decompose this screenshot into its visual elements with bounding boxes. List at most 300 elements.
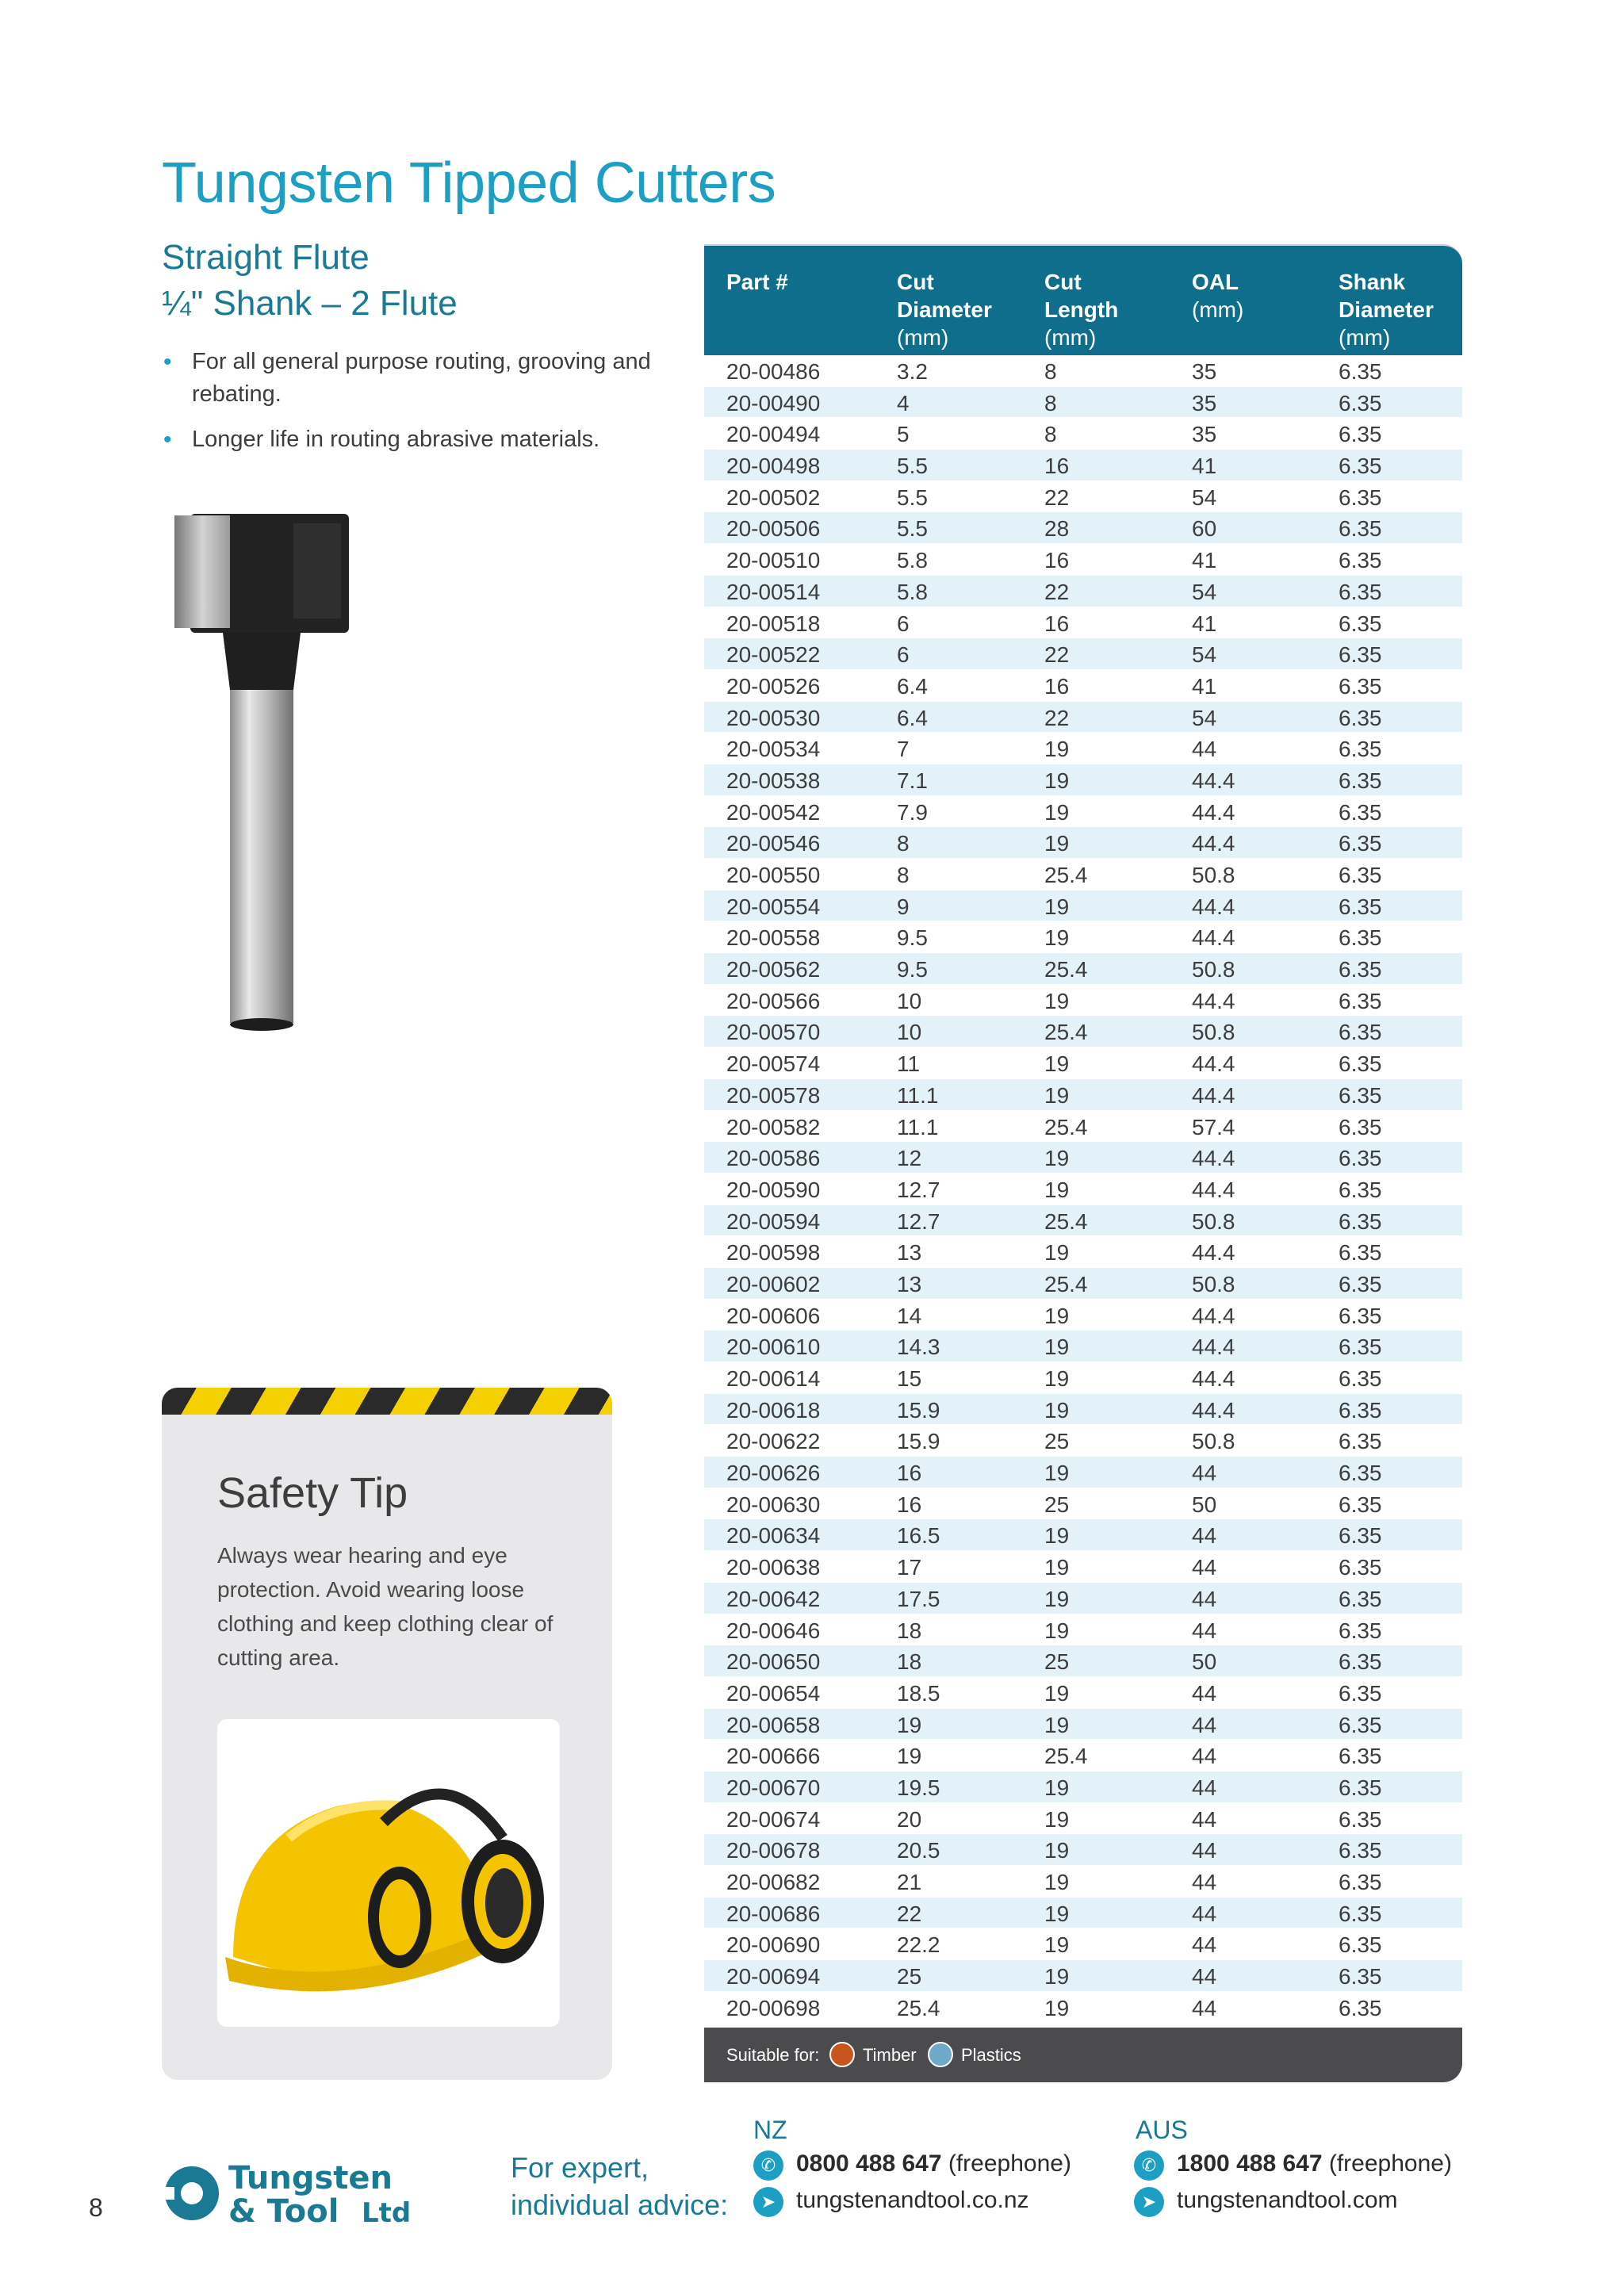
region-aus: AUS: [1136, 2116, 1188, 2144]
cell-cut-length: 16: [1044, 454, 1070, 479]
cell-part-number: 20-00526: [726, 673, 821, 699]
cell-cut-diameter: 21: [897, 1870, 922, 1894]
cell-cut-diameter: 25.4: [897, 1995, 940, 2020]
cell-shank-diameter: 6.35: [1339, 1964, 1382, 1990]
cell-oal: 57.4: [1192, 1114, 1235, 1139]
table-row: [704, 985, 1462, 1017]
table-row: [704, 1960, 1462, 1992]
cell-part-number: 20-00666: [726, 1744, 821, 1769]
cell-cut-diameter: 19: [897, 1744, 922, 1769]
cell-shank-diameter: 6.35: [1339, 1051, 1382, 1077]
feature-item: [162, 423, 653, 456]
table-row: [704, 1834, 1462, 1866]
header-cut-diameter: Cut Diameter (mm): [897, 270, 992, 350]
cell-shank-diameter: 6.35: [1339, 454, 1382, 479]
cell-cut-length: 25.4: [1044, 1744, 1088, 1769]
table-header: [704, 244, 1462, 355]
advice-text: [511, 2149, 728, 2223]
table-row: [704, 1803, 1462, 1835]
cell-oal: 44: [1192, 1901, 1217, 1926]
cell-part-number: 20-00618: [726, 1397, 821, 1423]
cell-cut-length: 19: [1044, 768, 1070, 793]
cell-cut-diameter: 22.2: [897, 1932, 940, 1958]
cell-shank-diameter: 6.35: [1339, 799, 1382, 825]
table-row: [704, 1771, 1462, 1803]
phone-icon: ✆: [1134, 2150, 1164, 2181]
cell-part-number: 20-00498: [726, 454, 821, 479]
cell-shank-diameter: 6.35: [1339, 1838, 1382, 1863]
cell-cut-diameter: 12: [897, 1146, 922, 1171]
cell-cut-diameter: 7: [897, 737, 910, 762]
cell-shank-diameter: 6.35: [1339, 422, 1382, 447]
cell-shank-diameter: 6.35: [1339, 1114, 1382, 1139]
cell-oal: 41: [1192, 611, 1217, 636]
table-row: [704, 1614, 1462, 1646]
cell-shank-diameter: 6.35: [1339, 1366, 1382, 1391]
cell-part-number: 20-00698: [726, 1995, 821, 2020]
cell-shank-diameter: 6.35: [1339, 1618, 1382, 1643]
cell-cut-length: 19: [1044, 1995, 1070, 2020]
cell-part-number: 20-00570: [726, 1020, 821, 1045]
cell-cut-length: 19: [1044, 988, 1070, 1013]
cell-part-number: 20-00638: [726, 1555, 821, 1580]
cell-shank-diameter: 6.35: [1339, 1712, 1382, 1737]
cell-shank-diameter: 6.35: [1339, 957, 1382, 982]
cell-part-number: 20-00678: [726, 1838, 821, 1863]
material-plastics: Plastics: [961, 2045, 1021, 2065]
cell-oal: 44: [1192, 1775, 1217, 1800]
cell-cut-length: 25: [1044, 1492, 1070, 1517]
region-nz: NZ: [753, 2116, 787, 2144]
cell-oal: 44.4: [1192, 894, 1235, 919]
table-row: [704, 1992, 1462, 2024]
cell-oal: 54: [1192, 642, 1217, 668]
cell-oal: 44: [1192, 1555, 1217, 1580]
cell-cut-diameter: 8: [897, 831, 910, 856]
header-shank-diameter: Shank Diameter (mm): [1339, 270, 1434, 350]
web-arrow-icon: ➤: [1134, 2187, 1164, 2217]
cell-part-number: 20-00642: [726, 1586, 821, 1611]
cell-oal: 44.4: [1192, 1303, 1235, 1328]
cell-cut-length: 25.4: [1044, 1271, 1088, 1296]
cell-oal: 44: [1192, 1523, 1217, 1549]
cell-cut-diameter: 13: [897, 1271, 922, 1296]
cell-cut-diameter: 12.7: [897, 1177, 940, 1202]
cell-cut-diameter: 16: [897, 1492, 922, 1517]
cell-part-number: 20-00578: [726, 1082, 821, 1108]
table-row: [704, 576, 1462, 607]
web-arrow-icon: ➤: [753, 2187, 783, 2217]
cell-part-number: 20-00494: [726, 422, 821, 447]
cell-cut-diameter: 25: [897, 1964, 922, 1990]
cell-shank-diameter: 6.35: [1339, 516, 1382, 542]
cell-part-number: 20-00634: [726, 1523, 821, 1549]
cell-cut-length: 19: [1044, 737, 1070, 762]
cell-cut-diameter: 17.5: [897, 1586, 940, 1611]
table-row: [704, 544, 1462, 576]
cell-shank-diameter: 6.35: [1339, 1901, 1382, 1926]
cell-shank-diameter: 6.35: [1339, 1461, 1382, 1486]
table-row: [704, 1047, 1462, 1079]
material-timber: Timber: [863, 2045, 917, 2065]
cell-oal: 44: [1192, 1680, 1217, 1706]
cell-cut-length: 25.4: [1044, 957, 1088, 982]
table-row: [704, 827, 1462, 859]
timber-swatch-icon: [829, 2042, 855, 2067]
cell-cut-length: 25.4: [1044, 1114, 1088, 1139]
cell-oal: 50.8: [1192, 1020, 1235, 1045]
cell-oal: 44.4: [1192, 1397, 1235, 1423]
cell-part-number: 20-00610: [726, 1335, 821, 1360]
cell-cut-length: 19: [1044, 1555, 1070, 1580]
cell-shank-diameter: 6.35: [1339, 1177, 1382, 1202]
cell-cut-length: 19: [1044, 1680, 1070, 1706]
cell-oal: 50.8: [1192, 957, 1235, 982]
table-row: [704, 1394, 1462, 1426]
cell-part-number: 20-00626: [726, 1461, 821, 1486]
cell-shank-diameter: 6.35: [1339, 1649, 1382, 1675]
cell-oal: 41: [1192, 454, 1217, 479]
cell-shank-diameter: 6.35: [1339, 1240, 1382, 1266]
cell-cut-diameter: 17: [897, 1555, 922, 1580]
table-row: [704, 921, 1462, 953]
feature-text: For all general purpose routing, grooving and rebating.: [192, 349, 651, 407]
cell-shank-diameter: 6.35: [1339, 705, 1382, 730]
table-row: [704, 1362, 1462, 1394]
subtitle-shank: ¼" Shank – 2 Flute: [162, 284, 458, 323]
header-cut-length: Cut Length (mm): [1044, 270, 1119, 350]
cell-part-number: 20-00522: [726, 642, 821, 668]
cell-oal: 41: [1192, 673, 1217, 699]
cell-cut-length: 16: [1044, 673, 1070, 699]
cell-cut-diameter: 22: [897, 1901, 922, 1926]
cell-shank-diameter: 6.35: [1339, 1429, 1382, 1454]
cell-cut-length: 19: [1044, 1712, 1070, 1737]
cell-oal: 44.4: [1192, 1240, 1235, 1266]
cell-part-number: 20-00606: [726, 1303, 821, 1328]
feature-text: Longer life in routing abrasive materials.: [192, 427, 600, 452]
cell-cut-length: 25: [1044, 1429, 1070, 1454]
cell-oal: 44: [1192, 1964, 1217, 1990]
cell-oal: 44.4: [1192, 988, 1235, 1013]
hazard-stripe: [162, 1388, 612, 1415]
product-subtitle: [162, 235, 458, 327]
cell-cut-diameter: 14: [897, 1303, 922, 1328]
cell-part-number: 20-00486: [726, 359, 821, 384]
bullet-icon: •: [163, 427, 172, 453]
table-row: [704, 1331, 1462, 1362]
cell-cut-length: 19: [1044, 1932, 1070, 1958]
cell-cut-length: 8: [1044, 422, 1057, 447]
cell-cut-diameter: 5.5: [897, 454, 928, 479]
cell-oal: 44.4: [1192, 1051, 1235, 1077]
table-row: [704, 1236, 1462, 1268]
table-row: [704, 1740, 1462, 1771]
advice-line1: For expert,: [511, 2151, 649, 2184]
table-row: [704, 890, 1462, 922]
cell-oal: 44: [1192, 1806, 1217, 1832]
table-row: [704, 1866, 1462, 1898]
cell-part-number: 20-00574: [726, 1051, 821, 1077]
cell-part-number: 20-00686: [726, 1901, 821, 1926]
cell-oal: 44.4: [1192, 799, 1235, 825]
aus-phone[interactable]: 1800 488 647 (freephone): [1177, 2150, 1452, 2177]
tungsten-tool-logo: [162, 2157, 423, 2225]
cell-part-number: 20-00490: [726, 390, 821, 416]
cell-shank-diameter: 6.35: [1339, 768, 1382, 793]
table-row: [704, 1142, 1462, 1174]
cell-part-number: 20-00514: [726, 579, 821, 604]
table-row: [704, 1079, 1462, 1111]
cell-cut-length: 19: [1044, 1303, 1070, 1328]
cell-shank-diameter: 6.35: [1339, 737, 1382, 762]
cell-cut-diameter: 3.2: [897, 359, 928, 384]
cell-cut-length: 19: [1044, 1586, 1070, 1611]
cell-cut-length: 19: [1044, 925, 1070, 951]
cell-oal: 35: [1192, 359, 1217, 384]
cell-cut-diameter: 11.1: [897, 1082, 939, 1108]
cell-part-number: 20-00682: [726, 1870, 821, 1894]
cell-cut-length: 16: [1044, 548, 1070, 573]
table-row: [704, 512, 1462, 544]
cell-part-number: 20-00506: [726, 516, 821, 542]
product-table: [704, 244, 1462, 2082]
cell-oal: 44: [1192, 1995, 1217, 2020]
logo-ltd: Ltd: [362, 2197, 412, 2225]
cell-part-number: 20-00650: [726, 1649, 821, 1675]
suitable-for-bar: [704, 2028, 1462, 2082]
cell-cut-diameter: 11: [897, 1051, 921, 1077]
cell-cut-length: 22: [1044, 579, 1070, 604]
cell-shank-diameter: 6.35: [1339, 1680, 1382, 1706]
cell-part-number: 20-00594: [726, 1208, 821, 1234]
cell-cut-diameter: 9: [897, 894, 910, 919]
cell-part-number: 20-00546: [726, 831, 821, 856]
cell-shank-diameter: 6.35: [1339, 1146, 1382, 1171]
cell-part-number: 20-00598: [726, 1240, 821, 1266]
aus-website-link[interactable]: tungstenandtool.com: [1177, 2187, 1398, 2213]
cell-oal: 54: [1192, 579, 1217, 604]
nz-phone[interactable]: 0800 488 647 (freephone): [796, 2150, 1071, 2177]
table-row: [704, 1928, 1462, 1960]
cell-shank-diameter: 6.35: [1339, 1397, 1382, 1423]
safety-tip-panel: [162, 1388, 612, 2080]
cell-cut-length: 19: [1044, 1240, 1070, 1266]
cell-cut-diameter: 16: [897, 1461, 922, 1486]
cell-part-number: 20-00646: [726, 1618, 821, 1643]
suitable-for-label: Suitable for:: [726, 2045, 820, 2065]
table-row: [704, 1709, 1462, 1741]
hard-hat-icon: [217, 1719, 560, 2027]
cell-cut-length: 25.4: [1044, 1020, 1088, 1045]
cell-cut-length: 19: [1044, 1082, 1070, 1108]
cell-cut-diameter: 18.5: [897, 1680, 940, 1706]
cell-cut-diameter: 6.4: [897, 673, 928, 699]
cell-cut-diameter: 5.8: [897, 579, 928, 604]
cell-shank-diameter: 6.35: [1339, 579, 1382, 604]
cell-oal: 44.4: [1192, 831, 1235, 856]
cell-oal: 44: [1192, 1838, 1217, 1863]
cell-cut-diameter: 6.4: [897, 705, 928, 730]
cell-oal: 44: [1192, 1586, 1217, 1611]
cell-oal: 44.4: [1192, 1366, 1235, 1391]
cell-oal: 35: [1192, 422, 1217, 447]
cell-part-number: 20-00562: [726, 957, 821, 982]
cell-cut-length: 19: [1044, 1461, 1070, 1486]
cell-shank-diameter: 6.35: [1339, 611, 1382, 636]
table-row: [704, 355, 1462, 387]
cell-cut-length: 25.4: [1044, 863, 1088, 887]
table-row: [704, 1300, 1462, 1331]
cell-cut-diameter: 12.7: [897, 1208, 940, 1234]
advice-line2: individual advice:: [511, 2189, 729, 2221]
cell-part-number: 20-00654: [726, 1680, 821, 1706]
cell-cut-length: 22: [1044, 705, 1070, 730]
cell-cut-diameter: 19: [897, 1712, 922, 1737]
cell-oal: 54: [1192, 705, 1217, 730]
cell-cut-length: 19: [1044, 1618, 1070, 1643]
cell-cut-length: 8: [1044, 390, 1057, 416]
page-title: Tungsten Tipped Cutters: [162, 151, 776, 215]
cell-cut-diameter: 5: [897, 422, 910, 447]
cell-oal: 44: [1192, 1461, 1217, 1486]
safety-tip-text: Always wear hearing and eye protection. Avoid wearing loose clothing and keep clothing clear of cutting area.: [217, 1543, 553, 1670]
cell-shank-diameter: 6.35: [1339, 359, 1382, 384]
cell-shank-diameter: 6.35: [1339, 1744, 1382, 1769]
cell-cut-diameter: 16.5: [897, 1523, 940, 1549]
cell-part-number: 20-00518: [726, 611, 821, 636]
cell-part-number: 20-00622: [726, 1429, 821, 1454]
cell-cut-diameter: 6: [897, 611, 910, 636]
cell-cut-diameter: 20: [897, 1806, 922, 1832]
cell-part-number: 20-00554: [726, 894, 821, 919]
cell-shank-diameter: 6.35: [1339, 484, 1382, 510]
bullet-icon: •: [163, 349, 172, 375]
cell-shank-diameter: 6.35: [1339, 1335, 1382, 1360]
cell-part-number: 20-00550: [726, 863, 821, 887]
cell-cut-length: 19: [1044, 1335, 1070, 1360]
cell-part-number: 20-00658: [726, 1712, 821, 1737]
table-row: [704, 1016, 1462, 1047]
cell-shank-diameter: 6.35: [1339, 1806, 1382, 1832]
cell-oal: 44: [1192, 1744, 1217, 1769]
cell-cut-diameter: 5.8: [897, 548, 928, 573]
cell-oal: 44: [1192, 1870, 1217, 1894]
subtitle-flute: Straight Flute: [162, 238, 370, 277]
table-row: [704, 387, 1462, 419]
cell-oal: 50.8: [1192, 1208, 1235, 1234]
cell-cut-diameter: 13: [897, 1240, 922, 1266]
cell-cut-diameter: 20.5: [897, 1838, 940, 1863]
cell-cut-diameter: 15.9: [897, 1397, 940, 1423]
cell-oal: 44: [1192, 1618, 1217, 1643]
cell-oal: 44: [1192, 1932, 1217, 1958]
cell-part-number: 20-00614: [726, 1366, 821, 1391]
cell-cut-length: 19: [1044, 1838, 1070, 1863]
nz-website-link[interactable]: tungstenandtool.co.nz: [796, 2187, 1029, 2213]
cell-shank-diameter: 6.35: [1339, 863, 1382, 887]
cell-part-number: 20-00566: [726, 988, 821, 1013]
cell-cut-length: 19: [1044, 1901, 1070, 1926]
table-body: [704, 355, 1462, 2023]
cell-shank-diameter: 6.35: [1339, 642, 1382, 668]
cell-cut-length: 19: [1044, 1051, 1070, 1077]
cell-cut-length: 19: [1044, 894, 1070, 919]
cell-part-number: 20-00694: [726, 1964, 821, 1990]
cell-shank-diameter: 6.35: [1339, 1208, 1382, 1234]
cell-shank-diameter: 6.35: [1339, 1586, 1382, 1611]
cell-cut-diameter: 10: [897, 988, 922, 1013]
cell-cut-diameter: 7.1: [897, 768, 928, 793]
table-row: [704, 1898, 1462, 1929]
cell-cut-length: 19: [1044, 831, 1070, 856]
table-row: [704, 1551, 1462, 1583]
cell-cut-length: 28: [1044, 516, 1070, 542]
cell-cut-length: 19: [1044, 1523, 1070, 1549]
table-row: [704, 859, 1462, 890]
cell-cut-diameter: 5.5: [897, 484, 928, 510]
feature-list: [162, 346, 653, 469]
table-row: [704, 670, 1462, 702]
cell-part-number: 20-00630: [726, 1492, 821, 1517]
cell-cut-diameter: 15.9: [897, 1429, 940, 1454]
header-part: Part #: [726, 270, 788, 294]
cell-cut-diameter: 14.3: [897, 1335, 940, 1360]
cell-part-number: 20-00538: [726, 768, 821, 793]
cell-shank-diameter: 6.35: [1339, 1775, 1382, 1800]
cell-shank-diameter: 6.35: [1339, 831, 1382, 856]
table-row: [704, 607, 1462, 639]
table-row: [704, 638, 1462, 670]
cell-cut-diameter: 7.9: [897, 799, 928, 825]
cell-oal: 60: [1192, 516, 1217, 542]
cell-oal: 44.4: [1192, 1177, 1235, 1202]
cell-shank-diameter: 6.35: [1339, 1020, 1382, 1045]
table-row: [704, 1268, 1462, 1300]
cell-oal: 41: [1192, 548, 1217, 573]
cell-cut-length: 19: [1044, 799, 1070, 825]
table-row: [704, 1677, 1462, 1709]
helmet-image: [217, 1719, 560, 2027]
plastics-swatch-icon: [928, 2042, 953, 2067]
cell-cut-length: 19: [1044, 1146, 1070, 1171]
cell-oal: 44.4: [1192, 768, 1235, 793]
cell-cut-diameter: 9.5: [897, 957, 928, 982]
cell-cut-diameter: 18: [897, 1618, 922, 1643]
logo-line2: & Tool: [228, 2193, 339, 2225]
cell-oal: 44.4: [1192, 1146, 1235, 1171]
cell-cut-diameter: 6: [897, 642, 910, 668]
cell-part-number: 20-00502: [726, 484, 821, 510]
cell-shank-diameter: 6.35: [1339, 390, 1382, 416]
cell-shank-diameter: 6.35: [1339, 1492, 1382, 1517]
cell-cut-length: 8: [1044, 359, 1057, 384]
cell-oal: 44.4: [1192, 1082, 1235, 1108]
cell-part-number: 20-00534: [726, 737, 821, 762]
phone-icon: ✆: [753, 2150, 783, 2181]
cell-cut-diameter: 8: [897, 863, 910, 887]
cell-oal: 44.4: [1192, 925, 1235, 951]
cell-cut-diameter: 5.5: [897, 516, 928, 542]
cell-cut-length: 19: [1044, 1366, 1070, 1391]
cell-oal: 44.4: [1192, 1335, 1235, 1360]
cell-oal: 50: [1192, 1492, 1217, 1517]
cell-cut-diameter: 19.5: [897, 1775, 940, 1800]
cell-shank-diameter: 6.35: [1339, 673, 1382, 699]
cell-cut-length: 22: [1044, 642, 1070, 668]
cell-part-number: 20-00670: [726, 1775, 821, 1800]
router-bit-image: [167, 507, 365, 1047]
